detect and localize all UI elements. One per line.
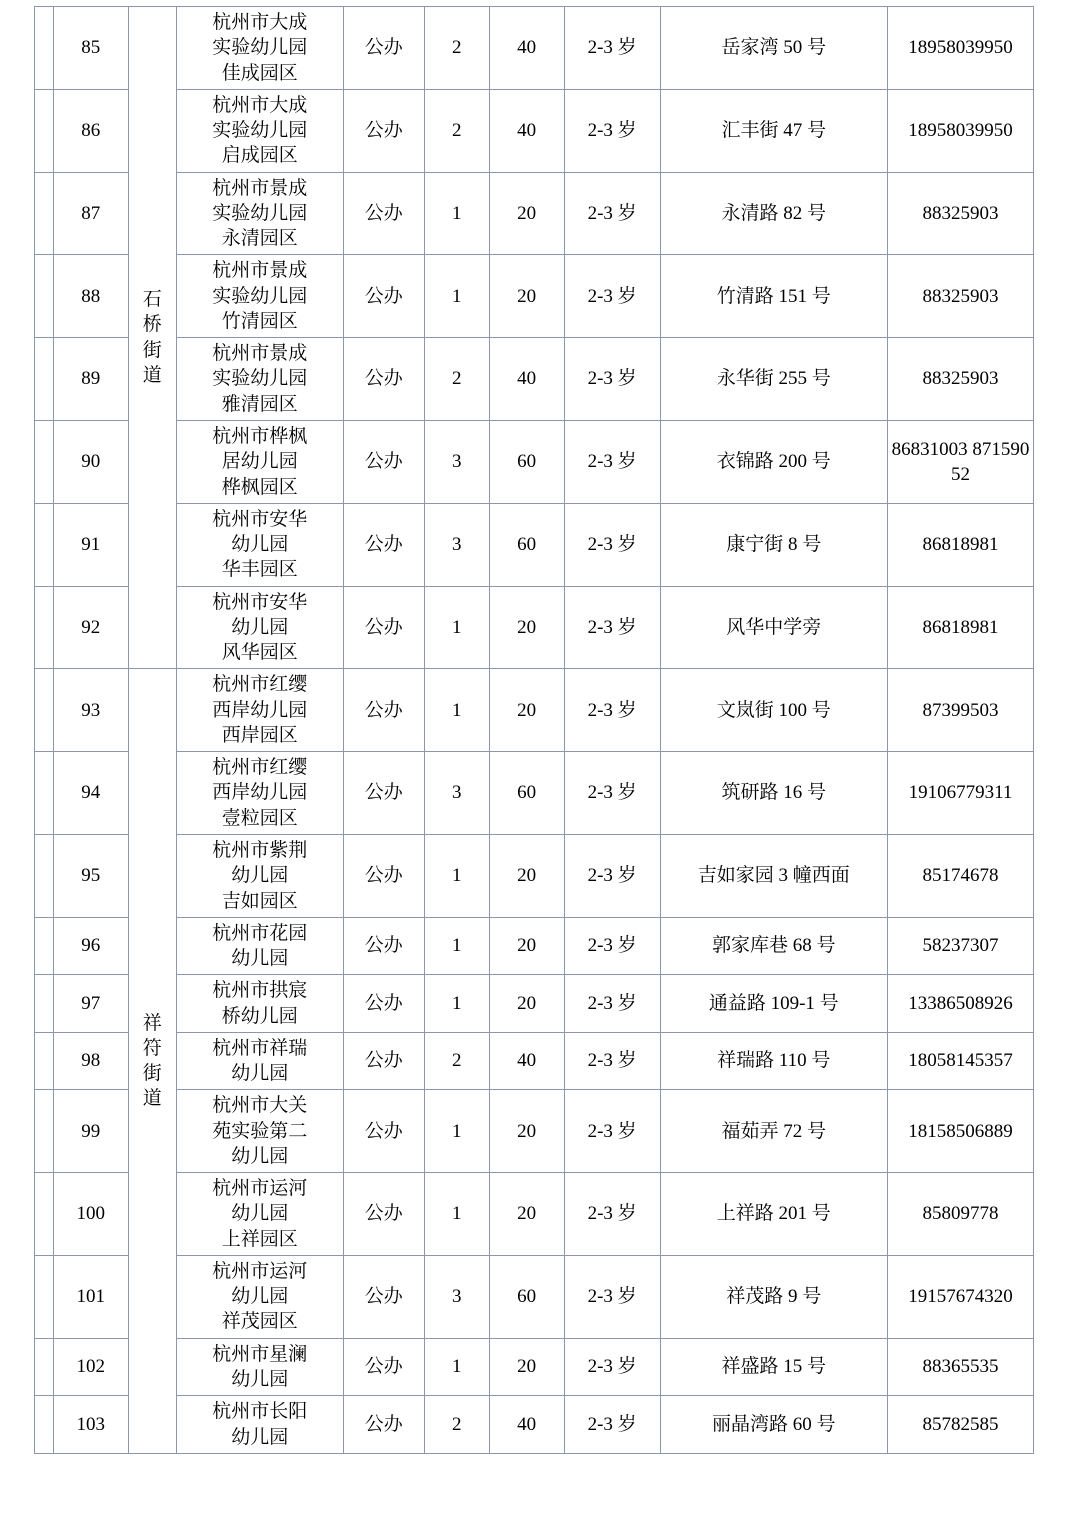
cell-index: 91 (53, 503, 128, 586)
cell-age-range: 2-3 岁 (564, 752, 660, 835)
cell-index: 87 (53, 172, 128, 255)
cell-age-range: 2-3 岁 (564, 172, 660, 255)
cell-address: 风华中学旁 (660, 586, 887, 669)
cell-class-count: 2 (424, 7, 489, 90)
table-row (35, 834, 1034, 917)
cell-class-count: 2 (424, 89, 489, 172)
margin-strip-cell (35, 917, 54, 975)
cell-kindergarten-name: 杭州市大成 实验幼儿园 启成园区 (176, 89, 343, 172)
margin-strip-cell (35, 1032, 54, 1090)
cell-type: 公办 (343, 7, 424, 90)
cell-kindergarten-name: 杭州市红缨 西岸幼儿园 壹粒园区 (176, 752, 343, 835)
table-row (35, 669, 1034, 752)
cell-enrollment-count: 20 (489, 1338, 564, 1396)
cell-class-count: 1 (424, 172, 489, 255)
cell-index: 101 (53, 1255, 128, 1338)
cell-telephone: 18958039950 (887, 89, 1033, 172)
cell-index: 97 (53, 975, 128, 1033)
margin-strip-cell (35, 89, 54, 172)
cell-address: 吉如家园 3 幢西面 (660, 834, 887, 917)
margin-strip-cell (35, 1173, 54, 1256)
cell-age-range: 2-3 岁 (564, 917, 660, 975)
cell-type: 公办 (343, 1032, 424, 1090)
table-row (35, 975, 1034, 1033)
cell-index: 86 (53, 89, 128, 172)
cell-index: 92 (53, 586, 128, 669)
cell-telephone: 88325903 (887, 172, 1033, 255)
cell-kindergarten-name: 杭州市景成 实验幼儿园 永清园区 (176, 172, 343, 255)
cell-type: 公办 (343, 420, 424, 503)
cell-telephone: 86818981 (887, 586, 1033, 669)
cell-telephone: 18058145357 (887, 1032, 1033, 1090)
cell-index: 94 (53, 752, 128, 835)
cell-enrollment-count: 40 (489, 1032, 564, 1090)
cell-enrollment-count: 40 (489, 7, 564, 90)
cell-kindergarten-name: 杭州市景成 实验幼儿园 雅清园区 (176, 338, 343, 421)
cell-class-count: 3 (424, 503, 489, 586)
cell-street-group: 石桥街道 (128, 7, 176, 669)
cell-index: 88 (53, 255, 128, 338)
table-row (35, 7, 1034, 90)
cell-kindergarten-name: 杭州市长阳 幼儿园 (176, 1396, 343, 1454)
cell-kindergarten-name: 杭州市紫荆 幼儿园 吉如园区 (176, 834, 343, 917)
table-row (35, 1032, 1034, 1090)
table-row (35, 338, 1034, 421)
cell-telephone: 85809778 (887, 1173, 1033, 1256)
cell-class-count: 3 (424, 420, 489, 503)
cell-kindergarten-name: 杭州市星澜 幼儿园 (176, 1338, 343, 1396)
cell-kindergarten-name: 杭州市运河 幼儿园 上祥园区 (176, 1173, 343, 1256)
cell-class-count: 1 (424, 1173, 489, 1256)
cell-age-range: 2-3 岁 (564, 1173, 660, 1256)
margin-strip-cell (35, 255, 54, 338)
cell-age-range: 2-3 岁 (564, 1396, 660, 1454)
cell-enrollment-count: 60 (489, 503, 564, 586)
cell-enrollment-count: 20 (489, 975, 564, 1033)
cell-enrollment-count: 60 (489, 420, 564, 503)
table-row (35, 503, 1034, 586)
cell-age-range: 2-3 岁 (564, 834, 660, 917)
cell-age-range: 2-3 岁 (564, 1090, 660, 1173)
cell-enrollment-count: 20 (489, 586, 564, 669)
margin-strip-cell (35, 752, 54, 835)
cell-age-range: 2-3 岁 (564, 338, 660, 421)
cell-address: 文岚街 100 号 (660, 669, 887, 752)
cell-kindergarten-name: 杭州市景成 实验幼儿园 竹清园区 (176, 255, 343, 338)
cell-address: 竹清路 151 号 (660, 255, 887, 338)
cell-enrollment-count: 40 (489, 89, 564, 172)
cell-telephone: 18158506889 (887, 1090, 1033, 1173)
cell-type: 公办 (343, 834, 424, 917)
cell-address: 丽晶湾路 60 号 (660, 1396, 887, 1454)
cell-index: 103 (53, 1396, 128, 1454)
cell-kindergarten-name: 杭州市红缨 西岸幼儿园 西岸园区 (176, 669, 343, 752)
margin-strip-cell (35, 1396, 54, 1454)
cell-address: 祥茂路 9 号 (660, 1255, 887, 1338)
table-row (35, 255, 1034, 338)
cell-class-count: 1 (424, 586, 489, 669)
table-row (35, 1338, 1034, 1396)
table-row (35, 420, 1034, 503)
cell-enrollment-count: 40 (489, 1396, 564, 1454)
cell-telephone: 87399503 (887, 669, 1033, 752)
cell-age-range: 2-3 岁 (564, 669, 660, 752)
cell-type: 公办 (343, 1173, 424, 1256)
table-row (35, 89, 1034, 172)
cell-enrollment-count: 20 (489, 834, 564, 917)
cell-age-range: 2-3 岁 (564, 1032, 660, 1090)
cell-type: 公办 (343, 89, 424, 172)
margin-strip-cell (35, 7, 54, 90)
cell-address: 康宁街 8 号 (660, 503, 887, 586)
cell-index: 96 (53, 917, 128, 975)
cell-enrollment-count: 20 (489, 669, 564, 752)
cell-class-count: 1 (424, 255, 489, 338)
cell-telephone: 13386508926 (887, 975, 1033, 1033)
margin-strip-cell (35, 420, 54, 503)
table-row (35, 1173, 1034, 1256)
cell-type: 公办 (343, 503, 424, 586)
cell-type: 公办 (343, 172, 424, 255)
margin-strip-cell (35, 975, 54, 1033)
table-row (35, 1090, 1034, 1173)
cell-address: 汇丰街 47 号 (660, 89, 887, 172)
cell-index: 89 (53, 338, 128, 421)
cell-enrollment-count: 20 (489, 1090, 564, 1173)
cell-type: 公办 (343, 752, 424, 835)
cell-kindergarten-name: 杭州市大关 苑实验第二 幼儿园 (176, 1090, 343, 1173)
cell-type: 公办 (343, 1090, 424, 1173)
cell-age-range: 2-3 岁 (564, 1255, 660, 1338)
margin-strip-cell (35, 1338, 54, 1396)
kindergarten-table (34, 6, 1034, 1454)
cell-enrollment-count: 60 (489, 1255, 564, 1338)
cell-class-count: 1 (424, 975, 489, 1033)
cell-address: 祥瑞路 110 号 (660, 1032, 887, 1090)
cell-age-range: 2-3 岁 (564, 420, 660, 503)
cell-class-count: 1 (424, 1090, 489, 1173)
table-row (35, 1396, 1034, 1454)
cell-address: 上祥路 201 号 (660, 1173, 887, 1256)
cell-telephone: 86831003 87159052 (887, 420, 1033, 503)
cell-class-count: 2 (424, 1032, 489, 1090)
cell-type: 公办 (343, 1396, 424, 1454)
cell-kindergarten-name: 杭州市安华 幼儿园 华丰园区 (176, 503, 343, 586)
cell-kindergarten-name: 杭州市大成 实验幼儿园 佳成园区 (176, 7, 343, 90)
cell-type: 公办 (343, 1255, 424, 1338)
cell-enrollment-count: 20 (489, 917, 564, 975)
cell-telephone: 88325903 (887, 255, 1033, 338)
cell-type: 公办 (343, 586, 424, 669)
cell-index: 102 (53, 1338, 128, 1396)
cell-address: 岳家湾 50 号 (660, 7, 887, 90)
cell-class-count: 1 (424, 1338, 489, 1396)
cell-index: 90 (53, 420, 128, 503)
cell-kindergarten-name: 杭州市拱宸 桥幼儿园 (176, 975, 343, 1033)
cell-telephone: 19106779311 (887, 752, 1033, 835)
cell-telephone: 58237307 (887, 917, 1033, 975)
cell-enrollment-count: 20 (489, 172, 564, 255)
cell-index: 99 (53, 1090, 128, 1173)
table-body (35, 7, 1034, 1454)
cell-telephone: 88365535 (887, 1338, 1033, 1396)
cell-address: 永华街 255 号 (660, 338, 887, 421)
cell-class-count: 1 (424, 834, 489, 917)
cell-address: 衣锦路 200 号 (660, 420, 887, 503)
table-row (35, 917, 1034, 975)
cell-telephone: 85174678 (887, 834, 1033, 917)
cell-index: 100 (53, 1173, 128, 1256)
cell-kindergarten-name: 杭州市祥瑞 幼儿园 (176, 1032, 343, 1090)
cell-class-count: 1 (424, 917, 489, 975)
cell-age-range: 2-3 岁 (564, 255, 660, 338)
cell-type: 公办 (343, 917, 424, 975)
table-row (35, 752, 1034, 835)
cell-kindergarten-name: 杭州市安华 幼儿园 风华园区 (176, 586, 343, 669)
cell-age-range: 2-3 岁 (564, 1338, 660, 1396)
margin-strip-cell (35, 834, 54, 917)
table-row (35, 586, 1034, 669)
cell-age-range: 2-3 岁 (564, 503, 660, 586)
cell-class-count: 1 (424, 669, 489, 752)
cell-telephone: 88325903 (887, 338, 1033, 421)
cell-age-range: 2-3 岁 (564, 89, 660, 172)
cell-enrollment-count: 20 (489, 255, 564, 338)
cell-enrollment-count: 20 (489, 1173, 564, 1256)
margin-strip-cell (35, 1255, 54, 1338)
cell-class-count: 2 (424, 338, 489, 421)
cell-enrollment-count: 60 (489, 752, 564, 835)
margin-strip-cell (35, 338, 54, 421)
cell-index: 98 (53, 1032, 128, 1090)
cell-address: 永清路 82 号 (660, 172, 887, 255)
cell-type: 公办 (343, 669, 424, 752)
cell-telephone: 18958039950 (887, 7, 1033, 90)
cell-kindergarten-name: 杭州市桦枫 居幼儿园 桦枫园区 (176, 420, 343, 503)
margin-strip-cell (35, 669, 54, 752)
cell-age-range: 2-3 岁 (564, 586, 660, 669)
cell-class-count: 3 (424, 1255, 489, 1338)
margin-strip-cell (35, 1090, 54, 1173)
cell-telephone: 86818981 (887, 503, 1033, 586)
cell-kindergarten-name: 杭州市花园 幼儿园 (176, 917, 343, 975)
cell-address: 郭家库巷 68 号 (660, 917, 887, 975)
cell-kindergarten-name: 杭州市运河 幼儿园 祥茂园区 (176, 1255, 343, 1338)
cell-address: 通益路 109-1 号 (660, 975, 887, 1033)
cell-telephone: 85782585 (887, 1396, 1033, 1454)
cell-index: 95 (53, 834, 128, 917)
margin-strip-cell (35, 503, 54, 586)
cell-enrollment-count: 40 (489, 338, 564, 421)
cell-index: 85 (53, 7, 128, 90)
table-row (35, 1255, 1034, 1338)
margin-strip-cell (35, 586, 54, 669)
cell-type: 公办 (343, 1338, 424, 1396)
cell-age-range: 2-3 岁 (564, 975, 660, 1033)
cell-index: 93 (53, 669, 128, 752)
margin-strip-cell (35, 172, 54, 255)
cell-address: 福茹弄 72 号 (660, 1090, 887, 1173)
cell-address: 祥盛路 15 号 (660, 1338, 887, 1396)
cell-age-range: 2-3 岁 (564, 7, 660, 90)
table-row (35, 172, 1034, 255)
cell-type: 公办 (343, 338, 424, 421)
cell-telephone: 19157674320 (887, 1255, 1033, 1338)
cell-type: 公办 (343, 255, 424, 338)
cell-class-count: 2 (424, 1396, 489, 1454)
cell-class-count: 3 (424, 752, 489, 835)
cell-street-group: 祥符街道 (128, 669, 176, 1453)
cell-type: 公办 (343, 975, 424, 1033)
cell-address: 筑研路 16 号 (660, 752, 887, 835)
